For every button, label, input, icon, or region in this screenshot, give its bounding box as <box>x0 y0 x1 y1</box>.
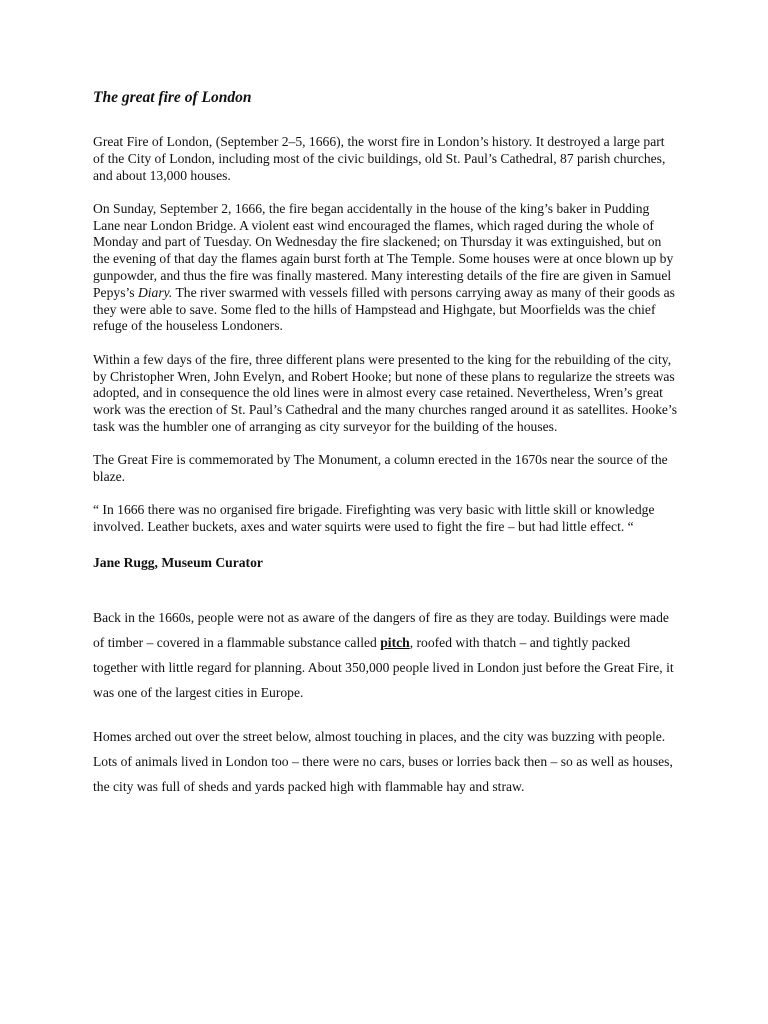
paragraph-fire-events-text-b: The river swarmed with vessels filled with persons carrying away as many of their goods as they were able to save. Some fled to the hills of Hampstead and Highgate, but Moorfields was the chief refuge of the houseless Londoners. <box>93 284 675 334</box>
paragraph-1660s-text-a: Back in the 1660s, people were not as aware of the dangers of fire as they are today. Buildings were made of timber – covered in a flammable substance called <box>93 609 669 650</box>
paragraph-fire-events <box>93 201 678 335</box>
paragraph-rebuilding: Within a few days of the fire, three different plans were presented to the king for the rebuilding of the city, by Christopher Wren, John Evelyn, and Robert Hooke; but none of these plans to regularize the streets was adopted, and in consequence the old lines were in almost every case retained. Nevertheless, Wren’s great work was the erection of St. Paul’s Cathedral and the many churches ranged around it as satellites. Hooke’s task was the humbler one of arranging as city surveyor for the building of the houses. <box>93 351 677 434</box>
document-page <box>93 88 678 799</box>
paragraph-1660s <box>93 605 678 706</box>
paragraph-homes: Homes arched out over the street below, almost touching in places, and the city was buzzing with people. Lots of animals lived in London too – there were no cars, buses or lorries back then – so as well as houses, the city was full of sheds and yards packed high with flammable hay and straw. <box>93 728 673 794</box>
diary-italic-text: Diary. <box>137 284 173 300</box>
quote-attribution: Jane Rugg, Museum Curator <box>93 554 263 570</box>
pitch-term: pitch <box>380 634 410 650</box>
paragraph-intro: Great Fire of London, (September 2–5, 1666), the worst fire in London’s history. It destroyed a large part of the City of London, including most of the civic buildings, old St. Paul’s Cathedral, 87 parish churches, and about 13,000 houses. <box>93 134 666 183</box>
paragraph-1660s-text-b: , roofed with thatch – and tightly packed together with little regard for planning. About 350,000 people lived in London just before the Great Fire, it was one of the largest cities in Europe. <box>93 634 674 701</box>
page-title: The great fire of London <box>93 89 252 106</box>
paragraph-monument: The Great Fire is commemorated by The Monument, a column erected in the 1670s near the source of the blaze. <box>93 452 668 485</box>
paragraph-fire-events-text-a: On Sunday, September 2, 1666, the fire began accidentally in the house of the king’s baker in Pudding Lane near London Bridge. A violent east wind encouraged the flames, which raged during the whole of Monday and part of Tuesday. On Wednesday the fire slackened; on Thursday it was extinguished, but on the evening of that day the flames again burst forth at The Temple. Some houses were at once blown up by gunpowder, and thus the fire was finally mastered. Many interesting details of the fire are given in Samuel Pepys’s <box>93 200 674 300</box>
curator-quote: “ In 1666 there was no organised fire brigade. Firefighting was very basic with little skill or knowledge involved. Leather buckets, axes and water squirts were used to fight the fire – but had little effect. “ <box>93 502 655 535</box>
